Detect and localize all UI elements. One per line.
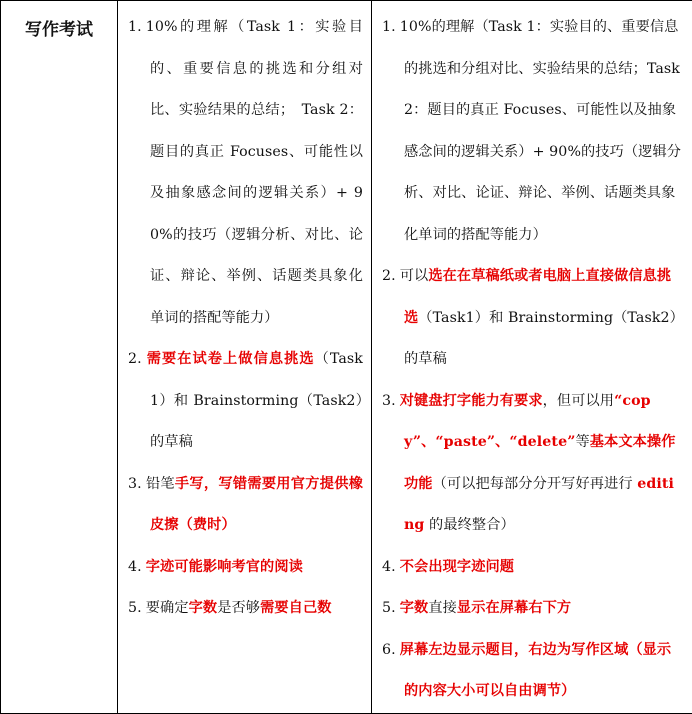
item-number: 4. [382,559,396,575]
list-item [122,339,363,464]
highlight-text: 对键盘打字能力有要求 [400,393,543,409]
item-text: （Task1）和 Brainstorming（Task2）的草稿 [404,310,684,368]
item-text: 的最终整合） [424,517,514,533]
table-row [1,1,692,714]
paper-exam-list [118,1,371,630]
highlight-text: 显示在屏幕右下方 [457,600,571,616]
item-number: 3. [382,393,396,409]
highlight-text: 字迹可能影响考官的阅读 [146,559,303,575]
highlight-text: 屏幕左边显示题目，右边为写作区域（显示的内容大小可以自由调节） [400,642,671,700]
computer-exam-cell [372,1,692,714]
highlight-text: 基本文本操作功能 [404,434,676,492]
row-label: 写作考试 [25,20,93,40]
highlight-text: 字数 [189,600,218,616]
highlight-text: 需要自己数 [260,600,331,616]
highlight-text: 手写，写错需要用官方提供橡皮擦（费时） [150,476,363,534]
item-text: 10%的理解（Task 1：实验目的、重要信息的挑选和分组对比、实验结果的总结；Task 2：题目的真正 Focuses、可能性以及抽象感念间的逻辑关系）+ 90%的技巧（逻辑分析、对比、论证、辩论、举例、话题类具象化单词的搭配等能力） [400,19,681,243]
item-number: 5. [128,600,142,616]
item-text: 10%的理解（Task 1：实验目的、重要信息的挑选和分组对比、实验结果的总结； Task 2：题目的真正 Focuses、可能性以及抽象感念间的逻辑关系）+ 90%的技巧（逻辑分析、对比、论证、辩论、举例、话题类具象化单词的搭配等能力） [146,19,363,326]
list-item [122,547,363,589]
item-number: 1. [382,19,396,35]
highlight-text: “copy”、“paste”、“delete” [404,393,651,451]
item-number: 6. [382,642,396,658]
highlight-text: editing [404,476,674,534]
highlight-text: 不会出现字迹问题 [400,559,514,575]
item-text: （Task1）和 Brainstorming（Task2）的草稿 [150,351,363,450]
highlight-text: 需要在试卷上做信息挑选 [146,351,315,367]
item-text: ，但可以用 [543,393,614,409]
computer-exam-list [372,1,692,713]
list-item [376,588,684,630]
list-item [376,256,684,381]
item-number: 2. [128,351,142,367]
list-item [376,547,684,589]
item-text: 等 [575,434,589,450]
list-item [376,7,684,256]
item-text: 直接 [428,600,457,616]
item-number: 2. [382,268,396,284]
item-text: 是否够 [217,600,260,616]
item-number: 3. [128,476,142,492]
paper-exam-cell [118,1,372,714]
row-label-cell [1,1,118,714]
item-text: 铅笔 [146,476,175,492]
item-text: 可以 [400,268,429,284]
list-item [122,588,363,630]
item-number: 1. [128,19,142,35]
highlight-text: 字数 [400,600,429,616]
item-number: 5. [382,600,396,616]
list-item [376,381,684,547]
list-item [376,630,684,713]
item-number: 4. [128,559,142,575]
list-item [122,7,363,339]
item-text: 要确定 [146,600,189,616]
highlight-text: 选在在草稿纸或者电脑上直接做信息挑选 [404,268,671,326]
list-item [122,464,363,547]
item-text: （可以把每部分分开写好再进行 [433,476,638,492]
